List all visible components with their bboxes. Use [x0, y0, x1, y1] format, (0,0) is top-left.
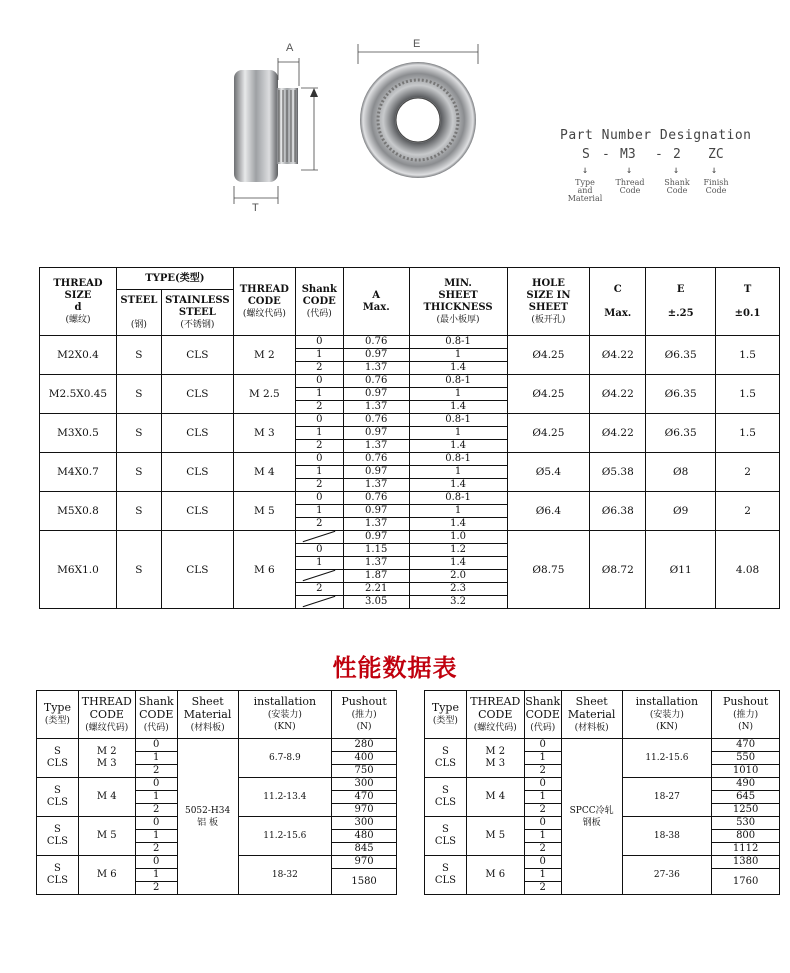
steel-cell: S	[116, 453, 161, 492]
a-cell: 0.76	[343, 414, 409, 427]
sheet-cell: 1.4	[409, 440, 507, 453]
header-thread-code: THREAD CODE (螺纹代码)	[233, 268, 295, 336]
sheet-cell: 1.4	[409, 401, 507, 414]
a-cell: 1.37	[343, 401, 409, 414]
designation-labels	[560, 179, 775, 213]
a-cell: 1.37	[343, 557, 409, 570]
header-type: TYPE(类型)	[116, 268, 233, 290]
shank-cell: 0	[524, 778, 561, 791]
label-shank-code: Shank Code	[664, 178, 690, 195]
sheet-cell: 0.8-1	[409, 375, 507, 388]
dim-t-label: T	[252, 202, 259, 214]
thread-code-cell: M 2.5	[233, 375, 295, 414]
spec-row	[40, 492, 780, 505]
pushout-cell: 1010	[712, 765, 780, 778]
a-cell: 0.76	[343, 336, 409, 349]
header-thread-size: THREAD SIZE d (螺纹)	[40, 268, 117, 336]
type-cell: S CLS	[37, 856, 79, 895]
pushout-cell: 530	[712, 817, 780, 830]
pushout-cell: 470	[332, 791, 397, 804]
code-type: S	[582, 147, 590, 162]
header-hole-size: HOLE SIZE IN SHEET (板开孔)	[507, 268, 590, 336]
e-cell: Ø6.35	[646, 414, 716, 453]
shank-cell: 1	[135, 830, 177, 843]
spec-row	[40, 336, 780, 349]
sheet-cell: 0.8-1	[409, 336, 507, 349]
shank-cell: 1	[295, 505, 343, 518]
t-cell: 1.5	[716, 336, 780, 375]
pushout-cell: 645	[712, 791, 780, 804]
pushout-cell: 400	[332, 752, 397, 765]
arrow-down-icon: ↓	[711, 165, 718, 176]
header-t: T ±0.1	[716, 268, 780, 336]
pushout-cell: 470	[712, 739, 780, 752]
thread-size-cell: M5X0.8	[40, 492, 117, 531]
label-finish-code: Finish Code	[703, 178, 729, 195]
thread-code-cell: M 5	[233, 492, 295, 531]
steel-cell: S	[116, 531, 161, 609]
type-cell: S CLS	[37, 778, 79, 817]
header-type: Type (类型)	[37, 691, 79, 739]
type-cell: S CLS	[425, 856, 467, 895]
shank-cell: 2	[524, 843, 561, 856]
pushout-cell: 1580	[332, 869, 397, 895]
performance-table-steel	[424, 690, 780, 895]
hole-size-cell: Ø4.25	[507, 336, 590, 375]
slash-mark	[303, 570, 336, 581]
shank-cell: 1	[524, 752, 561, 765]
installation-cell: 11.2-13.4	[238, 778, 332, 817]
e-cell: Ø9	[646, 492, 716, 531]
t-cell: 1.5	[716, 375, 780, 414]
a-cell: 0.97	[343, 349, 409, 362]
shank-cell: 0	[295, 336, 343, 349]
stainless-cell: CLS	[161, 414, 233, 453]
shank-cell: 2	[295, 583, 343, 596]
shank-cell: 1	[135, 791, 177, 804]
shank-cell: 1	[524, 869, 561, 882]
thread-code-cell: M 2 M 3	[78, 739, 135, 778]
code-dash: -	[602, 147, 610, 162]
thread-code-cell: M 3	[233, 414, 295, 453]
header-type: Type (类型)	[425, 691, 467, 739]
hole-size-cell: Ø5.4	[507, 453, 590, 492]
e-cell: Ø6.35	[646, 375, 716, 414]
shank-cell: 1	[524, 791, 561, 804]
a-cell: 1.37	[343, 362, 409, 375]
t-cell: 4.08	[716, 531, 780, 609]
shank-cell: 1	[295, 466, 343, 479]
header-shank-code: Shank CODE (代码)	[295, 268, 343, 336]
header-e: E ±.25	[646, 268, 716, 336]
a-cell: 2.21	[343, 583, 409, 596]
type-cell: S CLS	[425, 778, 467, 817]
type-cell: S CLS	[425, 739, 467, 778]
thread-code-cell: M 4	[466, 778, 524, 817]
installation-cell: 18-27	[622, 778, 712, 817]
sheet-cell: 1	[409, 466, 507, 479]
shank-cell: 0	[524, 739, 561, 752]
shank-cell: 2	[295, 518, 343, 531]
type-cell: S CLS	[37, 739, 79, 778]
shank-cell: 1	[295, 427, 343, 440]
hole-size-cell: Ø4.25	[507, 375, 590, 414]
stainless-cell: CLS	[161, 336, 233, 375]
shank-cell: 2	[295, 362, 343, 375]
thread-size-cell: M6X1.0	[40, 531, 117, 609]
shank-cell: 2	[135, 765, 177, 778]
c-max-cell: Ø8.72	[590, 531, 646, 609]
designation-arrows	[560, 165, 775, 179]
header-installation: installation (安装力) (KN)	[238, 691, 332, 739]
pushout-cell: 300	[332, 778, 397, 791]
c-max-cell: Ø6.38	[590, 492, 646, 531]
t-cell: 1.5	[716, 414, 780, 453]
performance-title: 性能数据表	[332, 653, 458, 682]
thread-code-cell: M 5	[78, 817, 135, 856]
shank-cell: 0	[295, 414, 343, 427]
shank-cell: 2	[295, 401, 343, 414]
thread-code-cell: M 4	[78, 778, 135, 817]
a-cell: 0.97	[343, 505, 409, 518]
dim-a-label: A	[286, 42, 294, 54]
thread-size-cell: M4X0.7	[40, 453, 117, 492]
shank-cell: 0	[524, 817, 561, 830]
shank-cell: 2	[135, 843, 177, 856]
sheet-cell: 1.4	[409, 362, 507, 375]
thread-code-cell: M 2 M 3	[466, 739, 524, 778]
t-cell: 2	[716, 492, 780, 531]
sheet-cell: 1.0	[409, 531, 507, 544]
pushout-cell: 1112	[712, 843, 780, 856]
c-max-cell: Ø4.22	[590, 336, 646, 375]
code-shank: 2	[673, 147, 681, 162]
thread-code-cell: M 6	[466, 856, 524, 895]
perf-row	[425, 739, 780, 752]
a-cell: 1.37	[343, 479, 409, 492]
c-max-cell: Ø4.22	[590, 414, 646, 453]
pushout-cell: 845	[332, 843, 397, 856]
hole-size-cell: Ø8.75	[507, 531, 590, 609]
pushout-cell: 1380	[712, 856, 780, 869]
designation-codes	[560, 147, 775, 165]
header-shank-code: Shank CODE (代码)	[524, 691, 561, 739]
header-steel: STEEL (钢)	[116, 290, 161, 336]
shank-cell: 2	[135, 804, 177, 817]
a-cell: 0.76	[343, 492, 409, 505]
thread-code-cell: M 4	[233, 453, 295, 492]
code-dash: -	[655, 147, 663, 162]
a-cell: 1.87	[343, 570, 409, 583]
pushout-cell: 970	[332, 856, 397, 869]
e-cell: Ø11	[646, 531, 716, 609]
sheet-cell: 1.4	[409, 479, 507, 492]
installation-cell: 18-32	[238, 856, 332, 895]
a-cell: 0.97	[343, 531, 409, 544]
steel-cell: S	[116, 414, 161, 453]
pushout-cell: 480	[332, 830, 397, 843]
nut-top-view	[358, 44, 478, 178]
header-min-sheet: MIN. SHEET THICKNESS (最小板厚)	[409, 268, 507, 336]
pushout-cell: 800	[712, 830, 780, 843]
pushout-cell: 280	[332, 739, 397, 752]
stainless-cell: CLS	[161, 492, 233, 531]
sheet-cell: 1.4	[409, 557, 507, 570]
arrow-down-icon: ↓	[673, 165, 680, 176]
sheet-material-cell: 5052-H34 铝 板	[177, 739, 238, 895]
a-cell: 1.15	[343, 544, 409, 557]
installation-cell: 6.7-8.9	[238, 739, 332, 778]
spec-row	[40, 414, 780, 427]
hole-size-cell: Ø4.25	[507, 414, 590, 453]
steel-cell: S	[116, 375, 161, 414]
a-cell: 1.37	[343, 518, 409, 531]
sheet-cell: 0.8-1	[409, 453, 507, 466]
shank-cell: 0	[135, 778, 177, 791]
a-cell: 0.76	[343, 375, 409, 388]
e-cell: Ø6.35	[646, 336, 716, 375]
sheet-cell: 1	[409, 349, 507, 362]
sheet-material-cell: SPCC冷轧 钢板	[561, 739, 622, 895]
sheet-cell: 3.2	[409, 596, 507, 609]
stainless-cell: CLS	[161, 531, 233, 609]
dim-e-label: E	[413, 38, 421, 50]
arrow-down-icon: ↓	[582, 165, 589, 176]
thread-code-cell: M 5	[466, 817, 524, 856]
e-cell: Ø8	[646, 453, 716, 492]
header-shank-code: Shank CODE (代码)	[135, 691, 177, 739]
shank-cell: 0	[295, 492, 343, 505]
pushout-cell: 490	[712, 778, 780, 791]
code-finish: ZC	[708, 147, 724, 162]
pushout-cell: 970	[332, 804, 397, 817]
not-applicable-slash	[295, 531, 343, 544]
specification-table	[39, 267, 780, 609]
shank-cell: 1	[135, 752, 177, 765]
perf-row	[37, 739, 397, 752]
nut-side-view	[234, 58, 318, 204]
a-cell: 0.97	[343, 427, 409, 440]
shank-cell: 1	[295, 349, 343, 362]
shank-cell: 2	[135, 882, 177, 895]
shank-cell: 0	[135, 817, 177, 830]
pushout-cell: 550	[712, 752, 780, 765]
type-cell: S CLS	[425, 817, 467, 856]
shank-cell: 1	[295, 388, 343, 401]
shank-cell: 0	[295, 544, 343, 557]
header-thread-code: THREAD CODE (螺纹代码)	[466, 691, 524, 739]
sheet-cell: 0.8-1	[409, 492, 507, 505]
stainless-cell: CLS	[161, 453, 233, 492]
sheet-cell: 0.8-1	[409, 414, 507, 427]
pushout-cell: 1760	[712, 869, 780, 895]
a-cell: 1.37	[343, 440, 409, 453]
header-a-max: A Max.	[343, 268, 409, 336]
shank-cell: 1	[295, 557, 343, 570]
sheet-cell: 1	[409, 427, 507, 440]
shank-cell: 2	[524, 765, 561, 778]
thread-code-cell: M 6	[233, 531, 295, 609]
thread-size-cell: M2.5X0.45	[40, 375, 117, 414]
shank-cell: 2	[295, 479, 343, 492]
stainless-cell: CLS	[161, 375, 233, 414]
header-sheet-material: Sheet Material (材料板)	[561, 691, 622, 739]
header-pushout: Pushout (推力) (N)	[332, 691, 397, 739]
slash-mark	[303, 596, 336, 607]
header-pushout: Pushout (推力) (N)	[712, 691, 780, 739]
pushout-cell: 1250	[712, 804, 780, 817]
sheet-cell: 2.3	[409, 583, 507, 596]
installation-cell: 11.2-15.6	[622, 739, 712, 778]
header-sheet-material: Sheet Material (材料板)	[177, 691, 238, 739]
not-applicable-slash	[295, 596, 343, 609]
shank-cell: 0	[295, 453, 343, 466]
sheet-cell: 2.0	[409, 570, 507, 583]
c-max-cell: Ø4.22	[590, 375, 646, 414]
thread-size-cell: M2X0.4	[40, 336, 117, 375]
thread-code-cell: M 2	[233, 336, 295, 375]
shank-cell: 0	[295, 375, 343, 388]
t-cell: 2	[716, 453, 780, 492]
label-thread-code: Thread Code	[615, 178, 645, 195]
shank-cell: 0	[135, 856, 177, 869]
not-applicable-slash	[295, 570, 343, 583]
part-number-designation	[560, 128, 775, 213]
slash-mark	[303, 531, 336, 542]
pushout-cell: 300	[332, 817, 397, 830]
shank-cell: 0	[135, 739, 177, 752]
performance-table-aluminum	[36, 690, 397, 895]
spec-row	[40, 375, 780, 388]
spec-row	[40, 531, 780, 544]
arrow-down-icon: ↓	[626, 165, 633, 176]
shank-cell: 2	[295, 440, 343, 453]
steel-cell: S	[116, 492, 161, 531]
c-max-cell: Ø5.38	[590, 453, 646, 492]
thread-size-cell: M3X0.5	[40, 414, 117, 453]
pushout-cell: 750	[332, 765, 397, 778]
shank-cell: 0	[524, 856, 561, 869]
shank-cell: 1	[135, 869, 177, 882]
sheet-cell: 1	[409, 388, 507, 401]
thread-code-cell: M 6	[78, 856, 135, 895]
shank-cell: 1	[524, 830, 561, 843]
hole-size-cell: Ø6.4	[507, 492, 590, 531]
header-thread-code: THREAD CODE (螺纹代码)	[78, 691, 135, 739]
a-cell: 0.97	[343, 466, 409, 479]
shank-cell: 2	[524, 882, 561, 895]
installation-cell: 27-36	[622, 856, 712, 895]
a-cell: 0.76	[343, 453, 409, 466]
type-cell: S CLS	[37, 817, 79, 856]
code-thread: M3	[620, 147, 636, 162]
designation-title: Part Number Designation	[560, 128, 752, 143]
installation-cell: 11.2-15.6	[238, 817, 332, 856]
sheet-cell: 1.4	[409, 518, 507, 531]
header-c-max: C Max.	[590, 268, 646, 336]
shank-cell: 2	[524, 804, 561, 817]
spec-row	[40, 453, 780, 466]
installation-cell: 18-38	[622, 817, 712, 856]
sheet-cell: 1	[409, 505, 507, 518]
steel-cell: S	[116, 336, 161, 375]
sheet-cell: 1.2	[409, 544, 507, 557]
label-type-material: Type and Material	[567, 178, 603, 203]
a-cell: 3.05	[343, 596, 409, 609]
a-cell: 0.97	[343, 388, 409, 401]
header-stainless: STAINLESS STEEL (不锈钢)	[161, 290, 233, 336]
header-installation: installation (安装力) (KN)	[622, 691, 712, 739]
